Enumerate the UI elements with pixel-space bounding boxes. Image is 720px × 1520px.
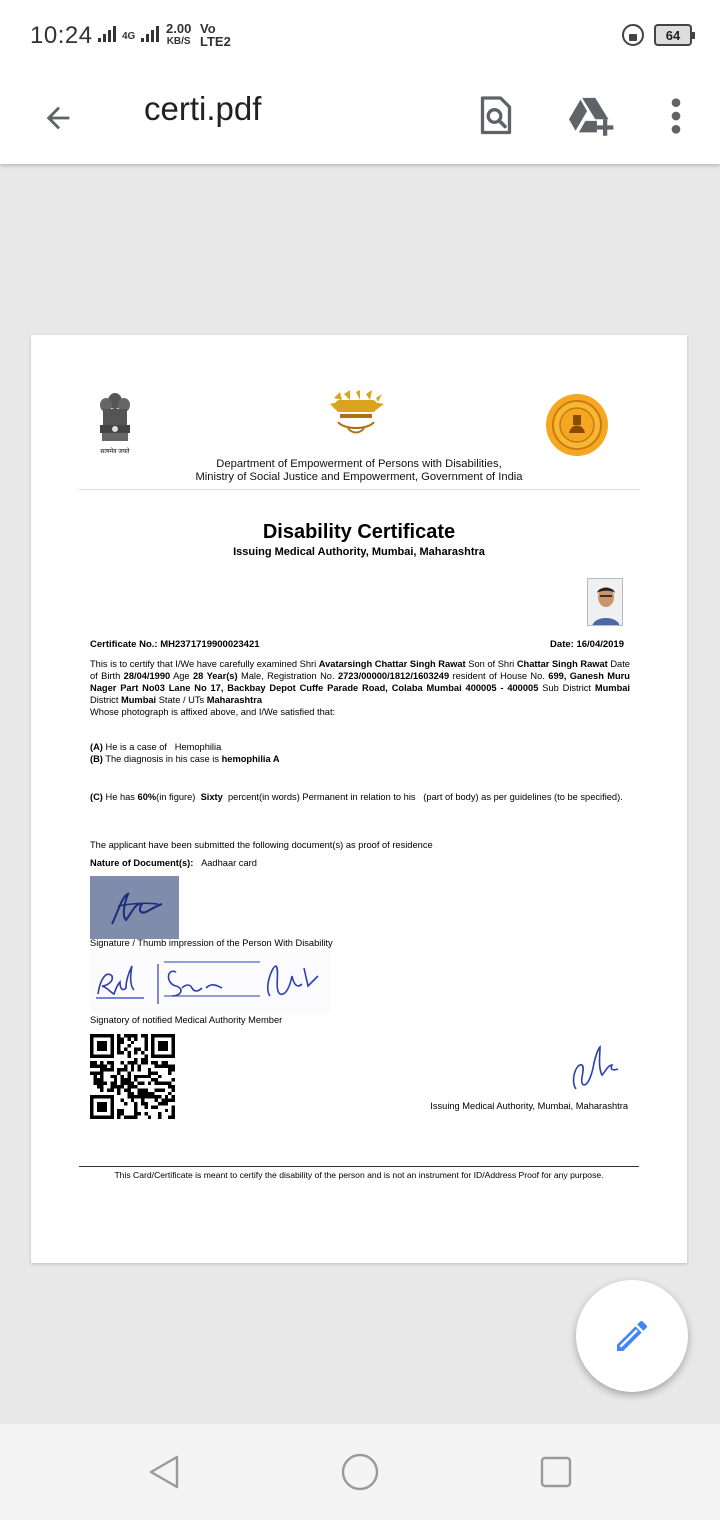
find-in-document-icon: [478, 96, 514, 136]
arrow-back-icon: [41, 101, 75, 135]
cert-no-value: MH2371719900023421: [160, 639, 260, 650]
pdf-page[interactable]: [31, 335, 687, 1263]
signal-icon-2: [141, 22, 159, 42]
network-speed: [166, 22, 191, 48]
medical-member-signatures-image: [90, 952, 330, 1014]
address: 699, Ganesh Muru Nager Part No03 Lane No 17, Backbay Depot Cuffe Parade Road, Colaba Mumbai 400005 - 400005: [90, 671, 630, 693]
issuing-authority-signature-image: [564, 1037, 624, 1099]
item-a-text: He is a case of Hemophilia: [102, 742, 222, 752]
item-b-text: The diagnosis in his case is: [102, 754, 222, 764]
applicant-name: Avatarsingh Chattar Singh Rawat: [318, 659, 466, 669]
applicant-signature-caption: Signature / Thumb impression of the Person With Disability: [90, 938, 333, 948]
speed-value: 2.00: [166, 21, 192, 36]
signal-icon: [98, 22, 116, 42]
sub-district: Mumbai: [594, 683, 630, 693]
date-value: 16/04/2019: [576, 639, 624, 650]
body-text: Whose photograph is affixed above, and I/We satisfied that:: [90, 707, 336, 717]
applicant-signature-image: [90, 876, 179, 939]
app-bar: [0, 72, 720, 164]
speed-unit: KB/S: [166, 36, 191, 47]
item-c-text: percent(in words) Permanent in relation to his (part of body) as per guidelines (to be specified).: [222, 792, 623, 802]
home-circle-icon: [340, 1452, 380, 1492]
signal-group: [98, 22, 159, 42]
disability-percent: 60%: [137, 792, 157, 802]
volte-indicator: [200, 22, 231, 48]
add-to-drive-button[interactable]: [564, 88, 620, 144]
item-a-label: (A): [90, 742, 103, 752]
edit-fab-button[interactable]: [576, 1280, 688, 1392]
certificate-body: [90, 658, 630, 718]
volte-bottom: LTE2: [200, 34, 231, 49]
nav-home-button[interactable]: [336, 1448, 384, 1496]
document-title: certi.pdf: [144, 90, 262, 127]
national-emblem-logo: [95, 391, 135, 455]
item-c-text: He has: [102, 792, 138, 802]
battery-icon: [654, 24, 692, 46]
body-text: Son of Shri: [465, 659, 517, 669]
body-text: Sub District: [538, 683, 595, 693]
edit-pencil-icon: [612, 1316, 652, 1356]
age: 28 Year(s): [193, 671, 238, 681]
volte-top: Vo: [200, 21, 216, 36]
body-text: Date of Birth: [90, 659, 630, 681]
rotation-lock-icon: [622, 24, 644, 46]
certificate-subtitle: Issuing Medical Authority, Mumbai, Maharashtra: [233, 546, 485, 558]
item-b: [90, 754, 280, 764]
body-text: This is to certify that I/We have carefully examined Shri: [90, 659, 319, 669]
nav-recents-button[interactable]: [532, 1448, 580, 1496]
back-button[interactable]: [30, 90, 86, 146]
qr-code[interactable]: [90, 1034, 175, 1119]
certificate-date: [550, 639, 624, 650]
add-to-drive-icon: [569, 96, 615, 136]
department-line-2: Ministry of Social Justice and Empowerment, Government of India: [195, 471, 523, 483]
item-c: [90, 791, 630, 803]
body-text: Male, Registration No.: [237, 671, 338, 681]
date-of-birth: 28/04/1990: [123, 671, 171, 681]
body-text: resident of House No.: [449, 671, 549, 681]
cert-no-label: Certificate No.:: [90, 639, 158, 650]
recents-square-icon: [539, 1455, 573, 1489]
residence-proof-text: The applicant have been submitted the following document(s) as proof of residence: [90, 840, 433, 850]
body-text: State / UTs: [156, 695, 207, 705]
header-divider: [79, 489, 639, 490]
certificate-number: [90, 639, 260, 650]
item-c-label: (C): [90, 792, 103, 802]
body-text: District: [90, 695, 121, 705]
department-logo: [326, 390, 386, 442]
more-options-button[interactable]: [648, 88, 704, 144]
nature-of-document: [90, 858, 257, 868]
battery-level: 64: [665, 27, 681, 43]
footer-divider: [79, 1166, 639, 1167]
diagnosis: hemophilia A: [221, 754, 280, 764]
medical-member-signature-caption: Signatory of notified Medical Authority Member: [90, 1015, 283, 1025]
state: Maharashtra: [206, 695, 263, 705]
registration-number: 2723/00000/1812/1603249: [337, 671, 450, 681]
father-name: Chattar Singh Rawat: [516, 659, 608, 669]
find-in-document-button[interactable]: [468, 88, 524, 144]
certificate-title: Disability Certificate: [262, 521, 456, 543]
maharashtra-seal-logo: [545, 393, 609, 457]
item-a: [90, 742, 221, 752]
item-b-label: (B): [90, 754, 103, 764]
emblem-caption: सत्यमेव जयते: [100, 449, 130, 455]
back-triangle-icon: [147, 1454, 181, 1490]
nav-back-button[interactable]: [140, 1448, 188, 1496]
district: Mumbai: [121, 695, 157, 705]
network-type-1: 4G: [122, 31, 136, 42]
footer-disclaimer: This Card/Certificate is meant to certify the disability of the person and is not an instrument for ID/Address Proof for any purpose.: [114, 1170, 604, 1180]
department-line-1: Department of Empowerment of Persons with Disabilities,: [216, 458, 502, 470]
nature-label: Nature of Document(s):: [90, 858, 194, 868]
applicant-photo: [587, 578, 623, 626]
disability-percent-words: Sixty: [200, 792, 223, 802]
department-heading: [31, 458, 687, 484]
body-text: Age: [170, 671, 193, 681]
date-label: Date:: [550, 639, 574, 650]
status-bar: [0, 0, 720, 72]
system-navigation-bar: [0, 1424, 720, 1520]
nature-value: Aadhaar card: [201, 858, 257, 868]
issuing-authority-caption: Issuing Medical Authority, Mumbai, Maharashtra: [430, 1101, 628, 1111]
item-c-text: (in figure): [156, 792, 201, 802]
more-vert-icon: [670, 96, 682, 136]
status-time: 10:24: [30, 22, 93, 49]
